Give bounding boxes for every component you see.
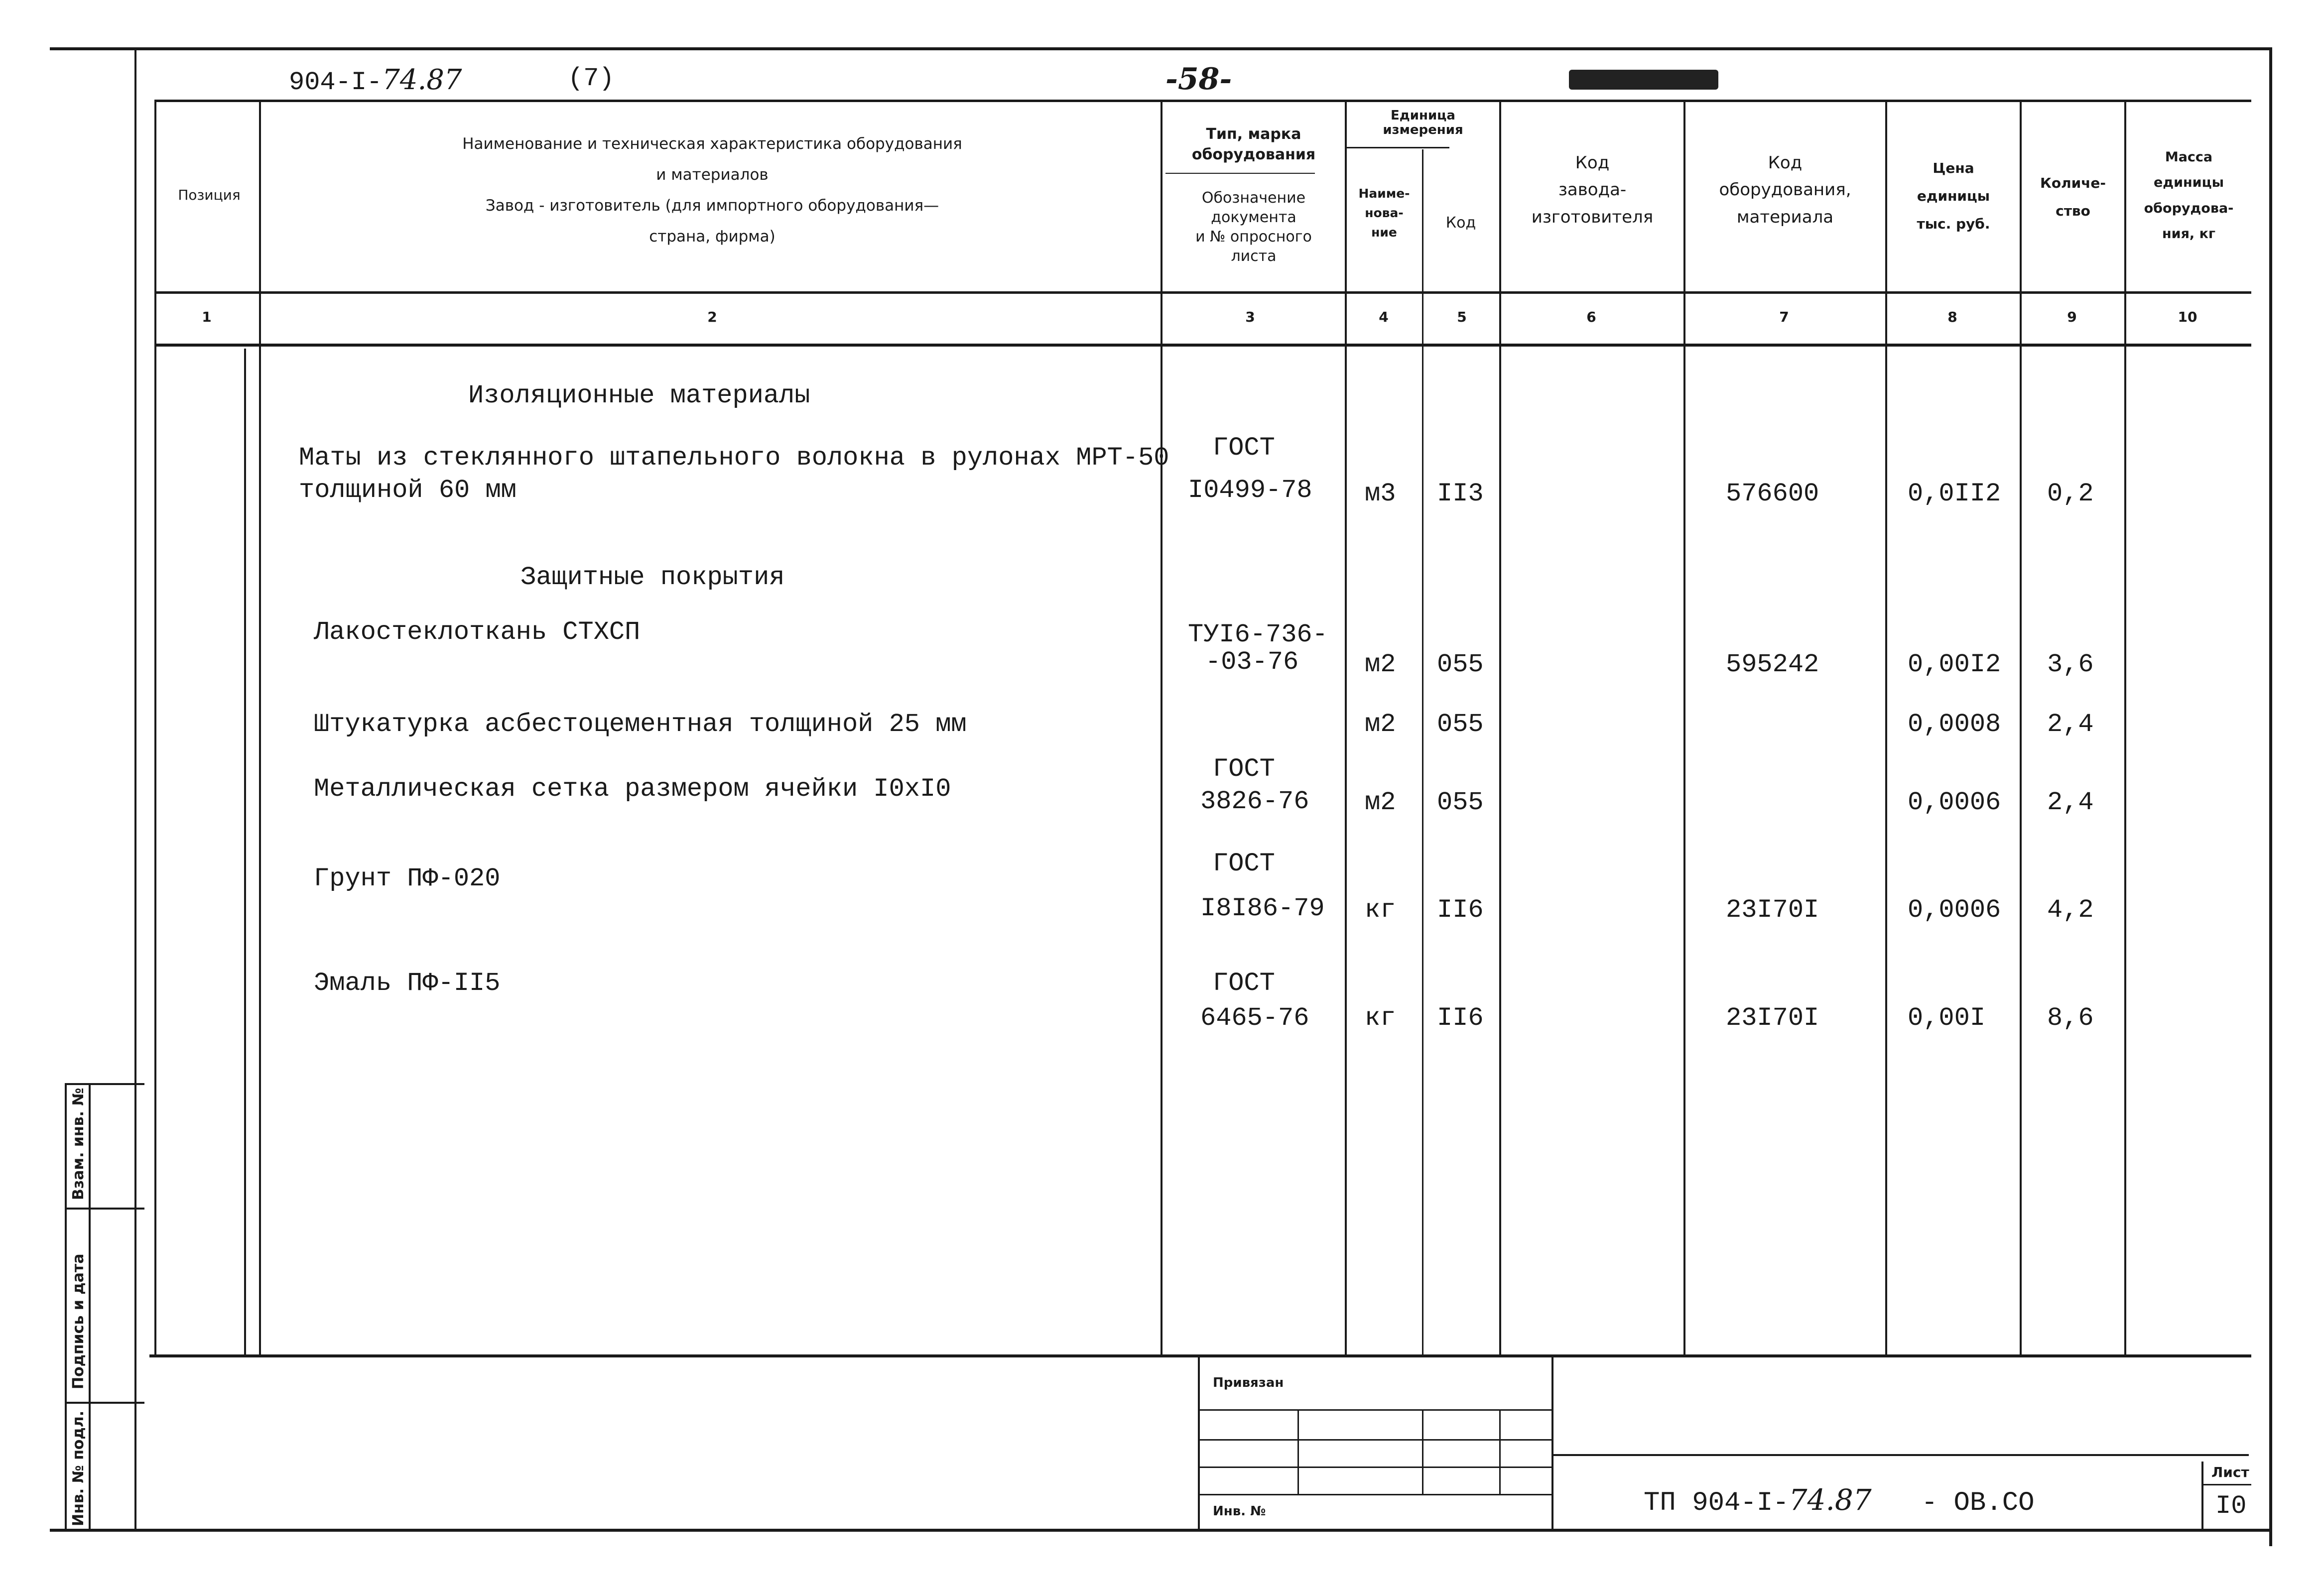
header-designation-line: Обозначение [1201,189,1306,207]
sheet-box-top [2201,1484,2251,1485]
row-doc: 3826-76 [1200,787,1309,816]
column-number: 9 [2067,309,2077,325]
row-name: Эмаль ПФ-II5 [314,969,501,998]
row-quantity: 4,2 [2047,895,2094,925]
header-mass-line: оборудова- [2144,200,2234,216]
title-code-prefix: ТП 904-I- [1644,1488,1789,1518]
row-name: Грунт ПФ-020 [314,864,501,893]
title-code-suffix: - ОВ.СО [1921,1488,2035,1518]
header-factory-code-line: завода- [1558,180,1627,200]
section-title: Изоляционные материалы [468,381,810,410]
header-name-line: Наименование и техническая характеристика оборудования [462,135,962,153]
row-quantity: 2,4 [2047,788,2094,817]
row-name: Штукатурка асбестоцементная толщиной 25 мм [314,710,967,739]
row-doc: I8I86-79 [1200,894,1325,923]
column-number: 3 [1245,309,1255,325]
column-number: 7 [1779,309,1789,325]
numbers-bottom [154,344,2251,347]
column-number: 8 [1947,309,1957,325]
frame-bottom [50,1529,2272,1532]
row-name: Металлическая сетка размером ячейки I0xI0 [314,774,951,804]
col-sep-7 [1885,100,1887,1354]
header-name [269,132,1156,248]
section-title: Защитные покрытия [520,563,785,592]
row-unit-code: II6 [1437,1003,1484,1033]
row-quantity: 3,6 [2047,650,2094,679]
project-prefix: 904-I- [289,68,383,97]
row-material-code: 23I70I [1726,895,1819,925]
header-unit-group-line: измерения [1383,122,1463,137]
row-doc: ГОСТ [1213,849,1275,878]
col-sep-9 [2124,100,2126,1354]
side-label-signature-date: Подпись и дата [70,1253,87,1389]
unit-group-line [1345,147,1449,148]
stamp-row-2 [1198,1439,1551,1441]
header-position: Позиция [178,187,241,203]
header-price-line: единицы [1917,188,1990,204]
header-quantity-line: ство [2056,203,2090,219]
project-number [289,64,462,97]
row-material-code: 576600 [1726,479,1819,508]
col-sep-8 [2020,100,2022,1354]
table-left [154,100,156,1354]
header-type-line: Тип, марка [1206,125,1301,143]
row-material-code: 595242 [1726,650,1819,679]
side-strip-top [65,1083,144,1085]
table-top [154,100,2251,102]
row-doc: -03-76 [1205,647,1299,677]
stamp-row-3 [1198,1466,1551,1468]
row-unit-code: 055 [1437,788,1484,817]
header-quantity-line: Количе- [2040,175,2106,191]
col-sep-6 [1683,100,1685,1354]
row-doc: ГОСТ [1213,754,1275,784]
header-unit-name-line: Наиме- [1358,186,1410,201]
header-material-code-line: Код [1768,153,1803,173]
row-unit: м2 [1365,650,1396,679]
header-designation-line: и № опросного [1195,228,1312,245]
row-unit: м3 [1365,479,1396,508]
row-quantity: 0,2 [2047,479,2094,508]
stamp-row-1 [1198,1409,1551,1411]
stamp-col-1 [1297,1409,1299,1494]
page-number: -58- [1165,62,1232,97]
row-name: Лакостеклоткань СТХСП [314,617,641,647]
body-left-inner [244,349,246,1354]
row-price: 0,00I [1908,1003,1986,1033]
header-type [1162,124,1345,165]
col-sep-2 [1161,100,1162,1354]
stamp-inv-label: Инв. № [1213,1504,1266,1519]
header-bottom [154,291,2251,294]
sheet-number: I0 [2215,1491,2247,1521]
row-unit: м2 [1365,788,1396,817]
column-number: 1 [202,309,212,325]
header-material-code-line: оборудования, [1719,180,1851,200]
row-unit: кг [1365,1003,1396,1033]
side-strip-outer [65,1083,67,1531]
title-block-line [1551,1454,2249,1456]
header-mass-line: единицы [2153,175,2224,191]
row-price: 0,0II2 [1908,479,2001,508]
header-unit-name [1347,184,1421,242]
header-designation-line: документа [1211,209,1296,226]
row-quantity: 2,4 [2047,710,2094,739]
frame-right [2269,47,2272,1546]
row-doc: ГОСТ [1213,969,1275,998]
table-bottom [149,1354,2251,1357]
stamp-col-3 [1499,1409,1501,1494]
stamp-box-right [1551,1354,1553,1531]
side-label-orig-inv: Инв. № подл. [70,1410,87,1526]
header-unit-group [1347,109,1499,137]
side-strip-sep-1 [65,1208,144,1210]
col3-mid-line [1165,173,1315,174]
header-mass-line: Масса [2165,149,2213,165]
sheet-label: Лист [2211,1464,2249,1480]
row-price: 0,0006 [1908,895,2001,925]
stamp-row-4 [1198,1494,1551,1495]
header-mass-line: ния, кг [2162,226,2215,242]
header-mass [2126,144,2251,246]
sheet-in-parens: (7) [568,64,615,93]
side-strip-inner [89,1083,91,1531]
frame-left [134,47,136,1531]
row-unit: м2 [1365,710,1396,739]
header-factory-code-line: Код [1575,153,1610,173]
header-quantity [2022,169,2124,225]
row-unit-code: 055 [1437,650,1484,679]
row-doc: ГОСТ [1213,433,1275,463]
row-price: 0,0006 [1908,788,2001,817]
header-designation [1162,188,1345,266]
header-name-line: и материалов [656,166,769,184]
side-label-replace-inv: Взам. инв. № [70,1088,87,1200]
row-name: толщиной 60 мм [299,476,516,505]
header-factory-code [1501,149,1683,231]
header-name-line: Завод - изготовитель (для импортного оборудования— [485,197,939,215]
row-material-code: 23I70I [1726,1003,1819,1033]
row-unit-code: 055 [1437,710,1484,739]
row-price: 0,00I2 [1908,650,2001,679]
header-type-line: оборудования [1191,145,1316,163]
column-number: 2 [707,309,717,325]
project-suffix-handwritten: 74.87 [382,64,462,96]
row-unit: кг [1365,895,1396,925]
frame-top [50,47,2271,50]
row-unit-code: II3 [1437,479,1484,508]
stamp-box-left [1198,1354,1200,1531]
column-number: 10 [2178,309,2197,325]
header-name-line: страна, фирма) [649,228,775,246]
sheet-box-left [2201,1462,2203,1529]
header-factory-code-line: изготовителя [1531,207,1654,227]
col-sep-5 [1499,100,1501,1354]
header-material-code [1685,149,1885,231]
column-number: 6 [1586,309,1596,325]
row-doc: ТУI6-736- [1188,620,1328,649]
row-price: 0,0008 [1908,710,2001,739]
column-number: 4 [1379,309,1389,325]
header-unit-group-line: Единица [1391,108,1455,123]
stamp-linked-label: Привязан [1213,1375,1284,1390]
header-price-line: тыс. руб. [1917,216,1990,232]
col-sep-4 [1422,149,1423,1354]
header-unit-code: Код [1445,214,1476,232]
row-unit-code: II6 [1437,895,1484,925]
title-block-code [1644,1483,2035,1518]
column-number: 5 [1457,309,1467,325]
stamp-col-2 [1422,1409,1423,1494]
row-doc: I0499-78 [1188,476,1312,505]
header-material-code-line: материала [1736,207,1834,227]
title-code-handwritten: 74.87 [1789,1483,1872,1517]
side-strip-sep-2 [65,1402,144,1404]
header-unit-name-line: нова- [1365,205,1404,220]
header-designation-line: листа [1231,247,1277,265]
header-price [1887,154,2020,238]
row-name: Маты из стеклянного штапельного волокна в рулонах МРТ-50 [299,443,1169,473]
header-price-line: Цена [1933,160,1974,176]
row-doc: 6465-76 [1200,1003,1309,1033]
header-unit-name-line: ние [1371,225,1397,240]
col-sep-3 [1345,100,1347,1354]
ink-smudge [1569,70,1718,90]
row-quantity: 8,6 [2047,1003,2094,1033]
col-sep-1 [259,100,261,1354]
